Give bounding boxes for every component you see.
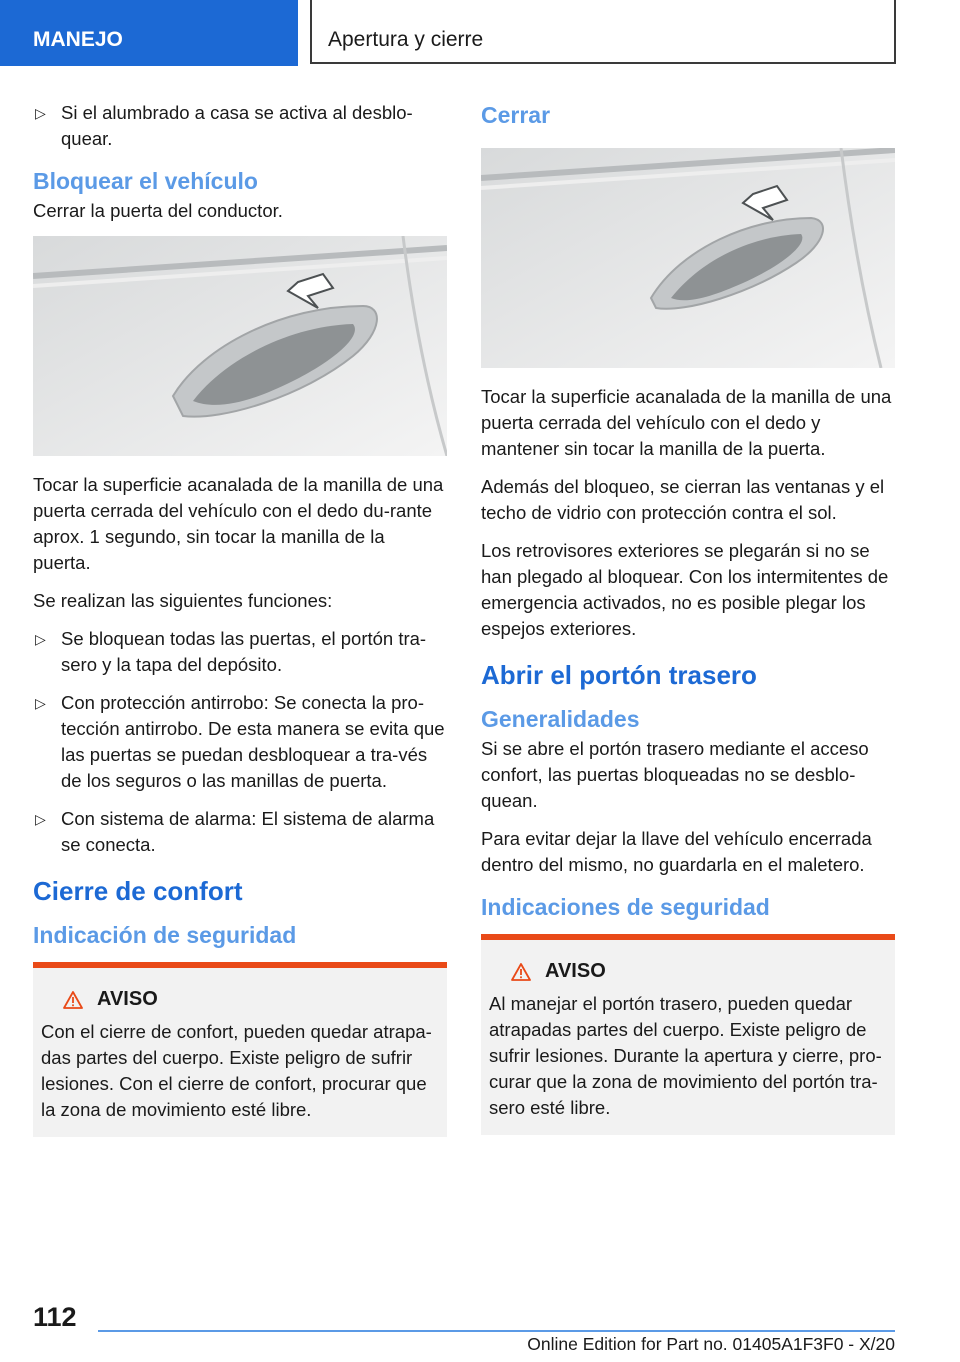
warning-label: AVISO bbox=[97, 988, 158, 1010]
general-paragraph-2: Para evitar dejar la llave del vehículo encerrada dentro del mismo, no guardarla en el maletero. bbox=[481, 828, 872, 875]
edition-note: Online Edition for Part no. 01405A1F3F0 - X/20 bbox=[527, 1334, 895, 1354]
close-caption: Tocar la superficie acanalada de la manilla de una puerta cerrada del vehículo con el dedo y mantener sin tocar la manilla de la puerta. bbox=[481, 386, 892, 459]
functions-list bbox=[33, 626, 447, 858]
warning-header bbox=[489, 960, 887, 983]
general-paragraph-1: Si se abre el portón trasero mediante el acceso confort, las puertas bloqueadas no se desblo-quean. bbox=[481, 738, 869, 811]
left-column bbox=[33, 100, 447, 1137]
page-header bbox=[0, 0, 960, 66]
triangle-right-outline-icon: ▷ bbox=[35, 695, 46, 711]
safety-notes-heading: Indicaciones de seguridad bbox=[481, 894, 770, 920]
triangle-right-outline-icon: ▷ bbox=[35, 105, 46, 121]
section-tab: MANEJO bbox=[0, 0, 298, 66]
list-item bbox=[33, 626, 447, 678]
warning-box bbox=[33, 962, 447, 1137]
door-handle-illustration bbox=[481, 148, 895, 368]
lock-vehicle-heading: Bloquear el vehículo bbox=[33, 168, 258, 194]
list-item-text: Con sistema de alarma: El sistema de alarma se conecta. bbox=[61, 808, 435, 855]
page-number: 112 bbox=[33, 1302, 77, 1332]
list-item bbox=[33, 690, 447, 794]
list-item-text: Se bloquean todas las puertas, el portón tra-sero y la tapa del depósito. bbox=[61, 628, 427, 675]
close-paragraph-3: Los retrovisores exteriores se plegarán si no se han plegado al bloquear. Con los intermitentes de emergencia activados, no es posible plegar los espejos exteriores. bbox=[481, 540, 889, 639]
warning-triangle-icon bbox=[63, 991, 83, 1009]
warning-label: AVISO bbox=[545, 960, 606, 982]
intro-list bbox=[33, 100, 447, 152]
close-heading: Cerrar bbox=[481, 102, 551, 128]
lock-caption: Tocar la superficie acanalada de la manilla de una puerta cerrada del vehículo con el dedo du-rante aprox. 1 segundo, sin tocar la manilla de la puerta. bbox=[33, 474, 444, 573]
door-handle-illustration bbox=[33, 236, 447, 456]
footer-divider bbox=[98, 1330, 895, 1332]
warning-header bbox=[41, 988, 439, 1011]
general-heading: Generalidades bbox=[481, 706, 640, 732]
warning-triangle-icon bbox=[511, 963, 531, 981]
warning-text: Al manejar el portón trasero, pueden quedar atrapadas partes del cuerpo. Existe peligro de sufrir lesiones. Durante la apertura y cierre, pro-curar que la zona de movimiento del portón tra-sero esté libre. bbox=[489, 993, 882, 1118]
warning-text: Con el cierre de confort, pueden quedar atrapa-das partes del cuerpo. Existe peligro de sufrir lesiones. Con el cierre de confort, procurar que la zona de movimiento esté libre. bbox=[41, 1021, 432, 1120]
right-column bbox=[481, 100, 895, 1135]
functions-intro: Se realizan las siguientes funciones: bbox=[33, 590, 333, 611]
triangle-right-outline-icon: ▷ bbox=[35, 811, 46, 827]
page-footer bbox=[0, 1290, 960, 1362]
open-tailgate-heading: Abrir el portón trasero bbox=[481, 660, 757, 690]
list-item bbox=[33, 100, 447, 152]
close-paragraph-2: Además del bloqueo, se cierran las ventanas y el techo de vidrio con protección contra el sol. bbox=[481, 476, 885, 523]
list-item-text: Si el alumbrado a casa se activa al desblo-quear. bbox=[61, 102, 413, 149]
triangle-right-outline-icon: ▷ bbox=[35, 631, 46, 647]
lock-vehicle-text: Cerrar la puerta del conductor. bbox=[33, 200, 283, 221]
warning-box bbox=[481, 934, 895, 1135]
list-item-text: Con protección antirrobo: Se conecta la pro-tección antirrobo. De esta manera se evita que las puertas se puedan desbloquear a tra-vés de los seguros o las manillas de puerta. bbox=[61, 692, 445, 791]
list-item bbox=[33, 806, 447, 858]
safety-note-heading: Indicación de seguridad bbox=[33, 922, 297, 948]
comfort-closing-heading: Cierre de confort bbox=[33, 876, 243, 906]
chapter-title: Apertura y cierre bbox=[310, 0, 896, 64]
